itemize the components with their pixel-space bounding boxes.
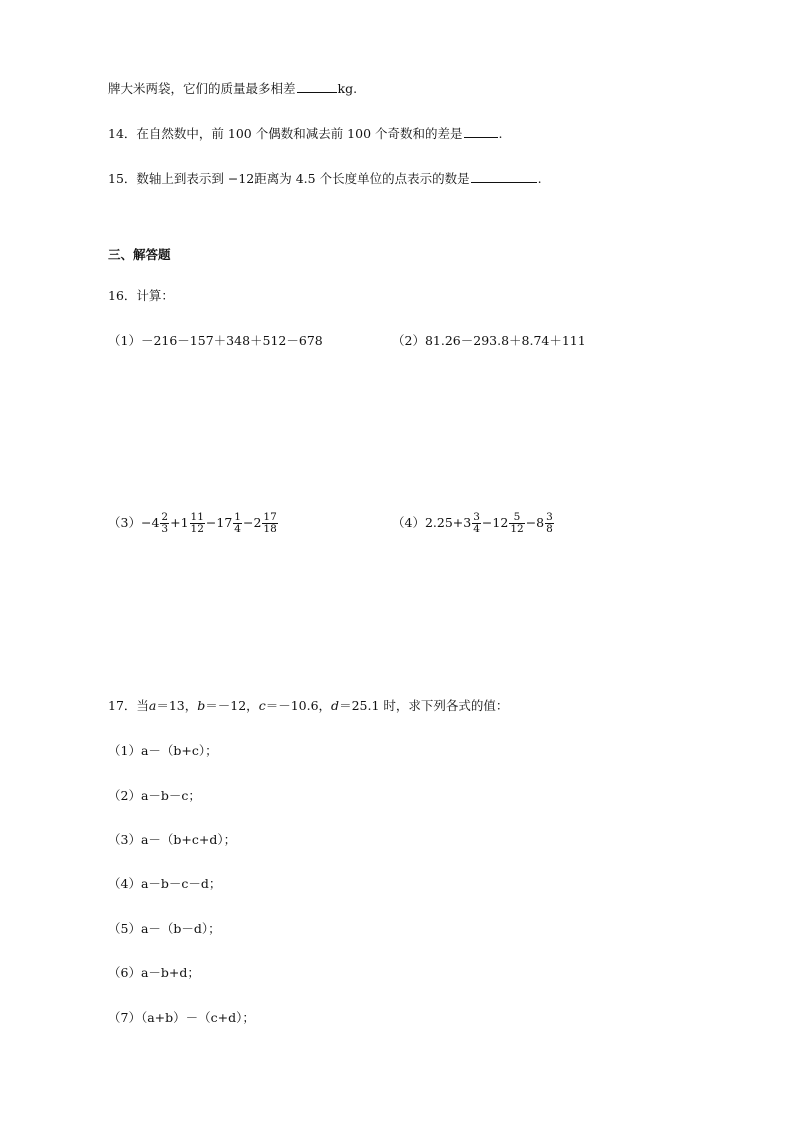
q16-p3-t4-sign: − [242, 515, 254, 530]
q16-p3-t1-fraction [160, 512, 169, 535]
numerator: 1 [234, 511, 241, 523]
b-value: ＝－12， [205, 698, 259, 713]
d-value: ＝25.1 时，求下列各式的值： [339, 698, 509, 713]
q13-tail-text: 牌大米两袋，它们的质量最多相差 [108, 81, 296, 96]
q16-p4-lead: 2.25 [424, 515, 453, 530]
q17-item-7: （7）（a+b）－（c+d）； [108, 1010, 255, 1025]
denominator: 18 [263, 523, 277, 535]
denominator: 8 [546, 523, 553, 535]
q16-p3-t3-fraction [233, 512, 242, 535]
q13-end: . [353, 81, 358, 96]
q17-item-6: （6）a－b+d； [108, 965, 200, 980]
numerator: 2 [161, 511, 169, 523]
q16-part-3 [108, 511, 279, 535]
q17-intro [108, 698, 508, 714]
section-3-heading: 三、解答题 [108, 247, 171, 262]
q14-text: 14．在自然数中，前 100 个偶数和减去前 100 个奇数和的差是 [108, 126, 463, 141]
q17-item-1: （1）a－（b+c）； [108, 743, 218, 758]
q16-p4-t3-sign: − [525, 515, 537, 530]
q16-p4-t1-fraction [472, 512, 481, 535]
q17-lead: 17．当 [108, 698, 149, 713]
q16-p4-t2-fraction [509, 512, 524, 535]
denominator: 3 [161, 523, 169, 535]
q16-p3-t2-sign: + [170, 515, 181, 530]
numerator: 3 [546, 511, 553, 523]
q17-item-4: （4）a－b－c－d； [108, 876, 222, 891]
q13-answer-blank[interactable] [297, 80, 337, 93]
q16-p4-t2-sign: − [481, 515, 493, 530]
denominator: 12 [190, 523, 204, 535]
numerator: 5 [509, 512, 524, 524]
q16-p3-t2-fraction [190, 512, 205, 535]
denominator: 12 [510, 523, 524, 535]
q16-p4-t1-whole: 3 [463, 515, 472, 530]
q16-p3-label: （3） [108, 515, 141, 530]
q16-p3-t4-fraction [262, 512, 277, 535]
q16-p4-t1-sign: + [452, 515, 464, 530]
q16-part-2: （2）81.26－293.8＋8.74＋111 [392, 333, 586, 348]
q15-end: . [537, 171, 542, 186]
denominator: 4 [473, 523, 480, 535]
q16-p4-label: （4） [392, 515, 425, 530]
q16-part-1: （1）－216－157＋348＋512－678 [108, 333, 323, 348]
q13-tail-line [108, 80, 357, 97]
q13-unit: kg [337, 81, 354, 96]
q16-part-4 [392, 511, 555, 535]
q16-p3-t1-whole: 4 [151, 515, 160, 530]
q16-p4-t3-whole: 8 [536, 515, 545, 530]
q15-answer-blank[interactable] [471, 170, 537, 183]
q16-p3-t1-sign: − [140, 515, 152, 530]
q15-text: 15．数轴上到表示到 −12距离为 4.5 个长度单位的点表示的数是 [108, 171, 470, 186]
q14-line [108, 125, 503, 142]
q16-p3-t2-whole: 1 [180, 515, 189, 530]
q16-title: 16．计算： [108, 288, 174, 303]
numerator: 3 [473, 511, 480, 523]
var-c: c [258, 698, 266, 713]
denominator: 4 [234, 523, 241, 535]
var-b: b [197, 698, 206, 713]
q14-answer-blank[interactable] [464, 125, 498, 138]
q16-p3-t4-whole: 2 [253, 515, 262, 530]
numerator: 17 [263, 511, 277, 523]
a-value: ＝13， [156, 698, 198, 713]
q16-p3-t3-whole: 17 [216, 515, 233, 530]
q16-p3-t3-sign: − [205, 515, 217, 530]
q14-end: . [498, 126, 503, 141]
var-a: a [148, 698, 157, 713]
q16-p4-t2-whole: 12 [492, 515, 509, 530]
q15-line [108, 170, 542, 187]
q17-item-2: （2）a－b－c； [108, 788, 201, 803]
var-d: d [331, 698, 340, 713]
q17-item-3: （3）a－（b+c+d）； [108, 832, 237, 847]
c-value: ＝－10.6， [265, 698, 332, 713]
numerator: 11 [190, 511, 204, 523]
q17-item-5: （5）a－（b－d）； [108, 921, 221, 936]
q16-p4-t3-fraction [545, 512, 554, 535]
